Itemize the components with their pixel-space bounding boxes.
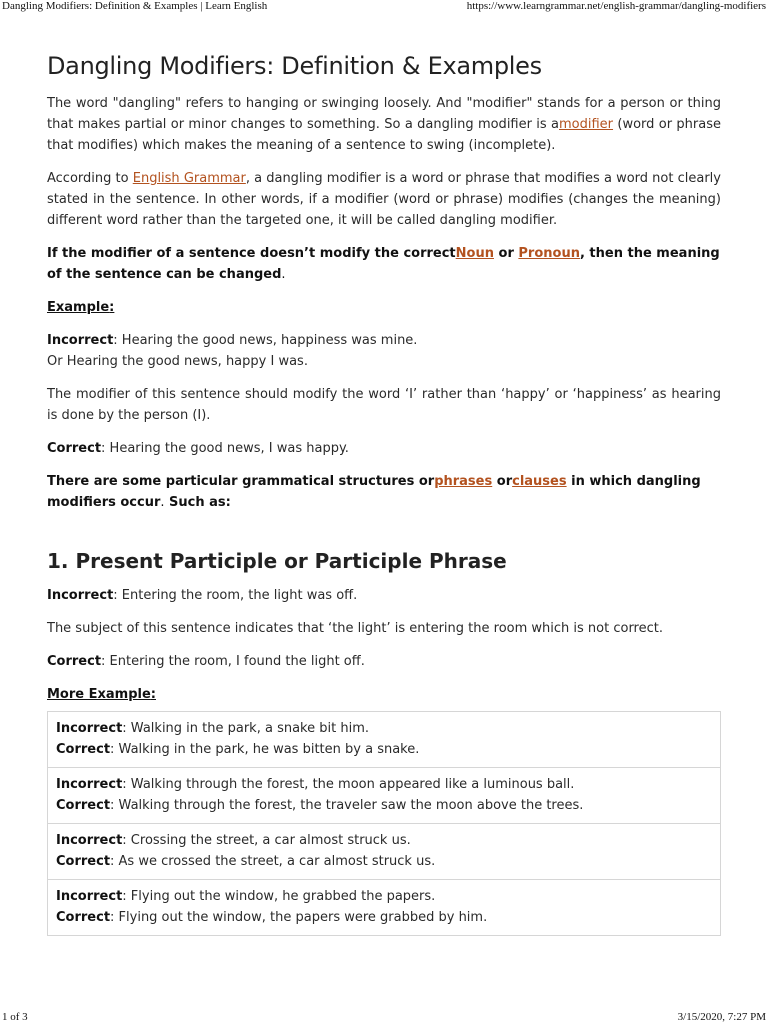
incorrect-label: Incorrect (47, 588, 114, 603)
example-row-correct-text: : Walking through the forest, the traveler saw the moon above the trees. (110, 798, 584, 813)
modifier-link[interactable]: modifier (559, 117, 614, 132)
example-row-incorrect-text: : Walking in the park, a snake bit him. (122, 721, 369, 736)
correct-label: Correct (56, 910, 111, 925)
example-row-incorrect-text: : Crossing the street, a car almost struck us. (122, 833, 411, 848)
example-row-correct (56, 907, 712, 928)
print-header-title: Dangling Modifiers: Definition & Examples | Learn English (2, 0, 268, 12)
incorrect-label: Incorrect (47, 333, 114, 348)
more-example-heading (47, 684, 721, 705)
example-correct-text: : Hearing the good news, I was happy. (101, 441, 349, 456)
structures-text: There are some particular grammatical structures or (47, 474, 435, 489)
correct-label: Correct (56, 742, 111, 757)
structures-period: . (160, 495, 165, 510)
correct-label: Correct (56, 854, 111, 869)
more-example-label (47, 687, 156, 702)
intro-paragraph (47, 93, 721, 156)
examples-table (47, 711, 721, 936)
rule-period: . (281, 267, 286, 282)
example-row-correct-text: : Flying out the window, the papers were grabbed by him. (110, 910, 488, 925)
example-label-text: Example (47, 300, 110, 315)
section-correct (47, 651, 721, 672)
page-number: 1 of 3 (2, 1011, 28, 1023)
example-colon: : (109, 300, 115, 315)
structures-or: or (492, 474, 513, 489)
rule-or: or (493, 246, 519, 261)
correct-label: Correct (47, 441, 102, 456)
structures-such-as: Such as: (164, 495, 231, 510)
print-header (0, 0, 768, 14)
example-or-text: Or Hearing the good news, happy I was. (47, 354, 308, 369)
rule-text-end: , then the meaning of the sentence can be changed (47, 246, 720, 282)
example-row-correct (56, 851, 712, 872)
phrases-link[interactable]: phrases (434, 474, 493, 489)
incorrect-label: Incorrect (56, 833, 123, 848)
definition-text-end: , a dangling modifier is a word or phrase that modifies a word not clearly stated in the sentence. In other words, if a modifier (word or phrase) modifies (changes the meaning) different word rather than the targeted one, it will be called dangling modifier. (47, 171, 721, 228)
example-heading (47, 297, 721, 318)
example-incorrect-text: : Hearing the good news, happiness was mine. (113, 333, 418, 348)
rule-paragraph (47, 243, 721, 285)
definition-text: According to (47, 171, 133, 186)
more-example-label-text: More Example (47, 687, 151, 702)
incorrect-label: Incorrect (56, 777, 123, 792)
structures-paragraph (47, 471, 721, 513)
more-example-colon: : (150, 687, 156, 702)
example-row-incorrect (56, 830, 712, 851)
structures-text-end: in which dangling modifiers occur (47, 474, 701, 510)
noun-link[interactable]: Noun (455, 246, 494, 261)
correct-label: Correct (47, 654, 102, 669)
print-footer (0, 1010, 768, 1024)
example-row-correct (56, 795, 712, 816)
example-incorrect (47, 330, 721, 372)
section-heading: 1. Present Participle or Participle Phrase (47, 549, 507, 573)
article (47, 50, 721, 936)
example-row (48, 712, 720, 768)
example-explanation: The modifier of this sentence should modify the word ‘I’ rather than ‘happy’ or ‘happiness’ as hearing is done by the person (I). (47, 387, 721, 423)
incorrect-label: Incorrect (56, 721, 123, 736)
section-incorrect (47, 585, 721, 606)
page-title: Dangling Modifiers: Definition & Examples (47, 52, 542, 80)
section-correct-text: : Entering the room, I found the light off. (101, 654, 365, 669)
example-row-incorrect-text: : Flying out the window, he grabbed the papers. (122, 889, 436, 904)
clauses-link[interactable]: clauses (512, 474, 567, 489)
example-row-incorrect (56, 886, 712, 907)
rule-text: If the modifier of a sentence doesn’t modify the correct (47, 246, 456, 261)
example-row (48, 768, 720, 824)
intro-text: The word "dangling" refers to hanging or swinging loosely. And "modifier" stands for a person or thing that makes partial or minor changes to something. So a dangling modifier is a (47, 96, 721, 132)
definition-paragraph (47, 168, 721, 231)
example-row (48, 880, 720, 935)
incorrect-label: Incorrect (56, 889, 123, 904)
example-row-incorrect-text: : Walking through the forest, the moon appeared like a luminous ball. (122, 777, 575, 792)
example-row-incorrect (56, 718, 712, 739)
english-grammar-link[interactable]: English Grammar (132, 171, 246, 186)
section-explanation: The subject of this sentence indicates that ‘the light’ is entering the room which is not correct. (47, 621, 663, 636)
example-label (47, 300, 114, 315)
example-row-correct-text: : Walking in the park, he was bitten by a snake. (110, 742, 420, 757)
print-header-url: https://www.learngrammar.net/english-grammar/dangling-modifiers (466, 0, 766, 12)
correct-label: Correct (56, 798, 111, 813)
example-row (48, 824, 720, 880)
intro-text-end: (word or phrase that modifies) which makes the meaning of a sentence to swing (incomplete). (47, 117, 721, 153)
example-correct (47, 438, 721, 459)
section-incorrect-text: : Entering the room, the light was off. (113, 588, 358, 603)
pronoun-link[interactable]: Pronoun (518, 246, 580, 261)
example-row-correct (56, 739, 712, 760)
print-datetime: 3/15/2020, 7:27 PM (677, 1011, 766, 1023)
example-row-incorrect (56, 774, 712, 795)
example-row-correct-text: : As we crossed the street, a car almost struck us. (110, 854, 436, 869)
